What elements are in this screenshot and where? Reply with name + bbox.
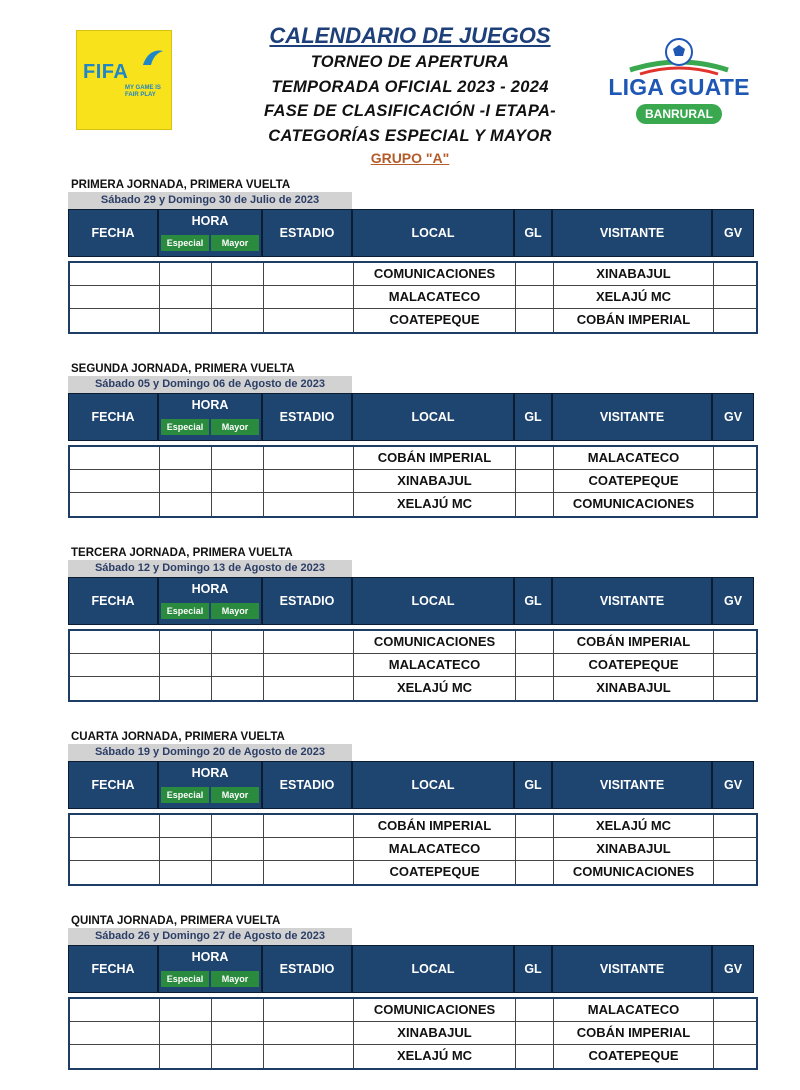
table-row (70, 1045, 756, 1068)
header-line-4: CATEGORÍAS ESPECIAL Y MAYOR (268, 126, 552, 145)
header-especial: Especial (161, 971, 209, 987)
header-fecha: FECHA (68, 393, 158, 441)
visitante-cell: MALACATECO (554, 447, 714, 469)
mayor-cell (212, 677, 264, 700)
jornada-section (68, 546, 758, 702)
especial-cell (160, 309, 212, 332)
mayor-cell (212, 815, 264, 837)
header-mayor: Mayor (211, 235, 259, 251)
fecha-cell (70, 677, 160, 700)
fecha-cell (70, 838, 160, 860)
document-header (200, 22, 620, 166)
mayor-cell (212, 470, 264, 492)
header-mayor: Mayor (211, 419, 259, 435)
jornada-title: PRIMERA JORNADA, PRIMERA VUELTA (71, 179, 291, 191)
table-row (70, 447, 756, 470)
matches-table (68, 813, 758, 886)
header-local: LOCAL (352, 209, 514, 257)
especial-cell (160, 1045, 212, 1068)
estadio-cell (264, 286, 354, 308)
local-cell: COBÁN IMPERIAL (354, 447, 516, 469)
visitante-cell: XINABAJUL (554, 838, 714, 860)
gl-cell (516, 999, 554, 1021)
header-hora-label: HORA (191, 214, 229, 228)
header-hora-label: HORA (191, 950, 229, 964)
gv-cell (714, 999, 756, 1021)
header-fecha: FECHA (68, 761, 158, 809)
jornada-title: SEGUNDA JORNADA, PRIMERA VUELTA (71, 363, 295, 375)
mayor-cell (212, 1045, 264, 1068)
local-cell: COMUNICACIONES (354, 999, 516, 1021)
table-row (70, 286, 756, 309)
jornada-section (68, 914, 758, 1070)
fecha-cell (70, 470, 160, 492)
header-estadio: ESTADIO (262, 945, 352, 993)
header-visitante: VISITANTE (552, 945, 712, 993)
mayor-cell (212, 309, 264, 332)
header-gl: GL (514, 209, 552, 257)
table-row (70, 470, 756, 493)
gl-cell (516, 470, 554, 492)
estadio-cell (264, 447, 354, 469)
gv-cell (714, 815, 756, 837)
mayor-cell (212, 838, 264, 860)
visitante-cell: XINABAJUL (554, 677, 714, 700)
header-mayor: Mayor (211, 971, 259, 987)
gl-cell (516, 263, 554, 285)
header-visitante: VISITANTE (552, 393, 712, 441)
header-gv: GV (712, 577, 754, 625)
visitante-cell: COATEPEQUE (554, 470, 714, 492)
header-gv: GV (712, 209, 754, 257)
table-header (68, 209, 758, 257)
visitante-cell: COMUNICACIONES (554, 493, 714, 516)
page-title: CALENDARIO DE JUEGOS (269, 23, 551, 48)
fecha-cell (70, 447, 160, 469)
estadio-cell (264, 861, 354, 884)
estadio-cell (264, 838, 354, 860)
local-cell: MALACATECO (354, 654, 516, 676)
fecha-cell (70, 263, 160, 285)
gl-cell (516, 654, 554, 676)
jornada-date: Sábado 29 y Domingo 30 de Julio de 2023 (68, 192, 352, 209)
header-line-2: TEMPORADA OFICIAL 2023 - 2024 (271, 77, 549, 96)
gv-cell (714, 838, 756, 860)
visitante-cell: COMUNICACIONES (554, 861, 714, 884)
visitante-cell: XINABAJUL (554, 263, 714, 285)
especial-cell (160, 677, 212, 700)
mayor-cell (212, 999, 264, 1021)
fifa-logo-tagline: MY GAME IS FAIR PLAY (125, 85, 161, 98)
jornada-section (68, 178, 758, 334)
gl-cell (516, 677, 554, 700)
especial-cell (160, 861, 212, 884)
fecha-cell (70, 286, 160, 308)
matches-table (68, 261, 758, 334)
fecha-cell (70, 654, 160, 676)
estadio-cell (264, 815, 354, 837)
liga-guate-logo (600, 36, 758, 128)
fifa-logo-text: FIFA (83, 61, 129, 83)
header-gv: GV (712, 393, 754, 441)
local-cell: COATEPEQUE (354, 309, 516, 332)
visitante-cell: COBÁN IMPERIAL (554, 1022, 714, 1044)
local-cell: XELAJÚ MC (354, 677, 516, 700)
table-header (68, 761, 758, 809)
header-gv: GV (712, 761, 754, 809)
local-cell: COBÁN IMPERIAL (354, 815, 516, 837)
table-row (70, 861, 756, 884)
especial-cell (160, 1022, 212, 1044)
local-cell: COMUNICACIONES (354, 263, 516, 285)
fecha-cell (70, 493, 160, 516)
table-header (68, 945, 758, 993)
header-mayor: Mayor (211, 603, 259, 619)
header-local: LOCAL (352, 761, 514, 809)
header-local: LOCAL (352, 577, 514, 625)
gv-cell (714, 447, 756, 469)
estadio-cell (264, 263, 354, 285)
especial-cell (160, 654, 212, 676)
header-hora-label: HORA (191, 582, 229, 596)
local-cell: MALACATECO (354, 838, 516, 860)
matches-table (68, 629, 758, 702)
local-cell: XINABAJUL (354, 470, 516, 492)
estadio-cell (264, 631, 354, 653)
jornada-date: Sábado 12 y Domingo 13 de Agosto de 2023 (68, 560, 352, 577)
header-estadio: ESTADIO (262, 393, 352, 441)
header-mayor: Mayor (211, 787, 259, 803)
matches-table (68, 997, 758, 1070)
local-cell: XELAJÚ MC (354, 493, 516, 516)
jornada-section (68, 362, 758, 518)
header-gv: GV (712, 945, 754, 993)
header-especial: Especial (161, 235, 209, 251)
visitante-cell: COBÁN IMPERIAL (554, 309, 714, 332)
visitante-cell: COBÁN IMPERIAL (554, 631, 714, 653)
estadio-cell (264, 493, 354, 516)
gl-cell (516, 286, 554, 308)
gl-cell (516, 815, 554, 837)
header-estadio: ESTADIO (262, 577, 352, 625)
mayor-cell (212, 286, 264, 308)
especial-cell (160, 999, 212, 1021)
fecha-cell (70, 861, 160, 884)
header-visitante: VISITANTE (552, 209, 712, 257)
header-estadio: ESTADIO (262, 761, 352, 809)
table-row (70, 677, 756, 700)
especial-cell (160, 263, 212, 285)
estadio-cell (264, 654, 354, 676)
table-row (70, 1022, 756, 1045)
visitante-cell: MALACATECO (554, 999, 714, 1021)
table-header (68, 393, 758, 441)
jornada-title: QUINTA JORNADA, PRIMERA VUELTA (71, 915, 281, 927)
header-line-3: FASE DE CLASIFICACIÓN -I ETAPA- (264, 102, 556, 120)
mayor-cell (212, 447, 264, 469)
fecha-cell (70, 815, 160, 837)
gl-cell (516, 861, 554, 884)
gv-cell (714, 470, 756, 492)
header-local: LOCAL (352, 945, 514, 993)
local-cell: COMUNICACIONES (354, 631, 516, 653)
table-row (70, 815, 756, 838)
jornada-title: CUARTA JORNADA, PRIMERA VUELTA (71, 731, 285, 743)
table-header (68, 577, 758, 625)
fecha-cell (70, 1045, 160, 1068)
banrural-badge: BANRURAL (636, 104, 722, 124)
visitante-cell: XELAJÚ MC (554, 286, 714, 308)
especial-cell (160, 286, 212, 308)
matches-table (68, 445, 758, 518)
gv-cell (714, 677, 756, 700)
gv-cell (714, 263, 756, 285)
gv-cell (714, 286, 756, 308)
fifa-fair-play-logo (76, 30, 172, 130)
header-line-1: TORNEO DE APERTURA (310, 53, 510, 71)
gv-cell (714, 1022, 756, 1044)
header-visitante: VISITANTE (552, 577, 712, 625)
header-fecha: FECHA (68, 209, 158, 257)
local-cell: XINABAJUL (354, 1022, 516, 1044)
fecha-cell (70, 309, 160, 332)
jornada-date: Sábado 05 y Domingo 06 de Agosto de 2023 (68, 376, 352, 393)
table-row (70, 631, 756, 654)
gv-cell (714, 861, 756, 884)
fecha-cell (70, 1022, 160, 1044)
header-gl: GL (514, 393, 552, 441)
jornada-date: Sábado 26 y Domingo 27 de Agosto de 2023 (68, 928, 352, 945)
header-gl: GL (514, 577, 552, 625)
mayor-cell (212, 631, 264, 653)
header-hora-label: HORA (191, 766, 229, 780)
especial-cell (160, 838, 212, 860)
header-especial: Especial (161, 787, 209, 803)
gl-cell (516, 838, 554, 860)
table-row (70, 999, 756, 1022)
fecha-cell (70, 999, 160, 1021)
table-row (70, 263, 756, 286)
jornada-section (68, 730, 758, 886)
table-row (70, 309, 756, 332)
especial-cell (160, 815, 212, 837)
local-cell: XELAJÚ MC (354, 1045, 516, 1068)
estadio-cell (264, 470, 354, 492)
gv-cell (714, 631, 756, 653)
header-visitante: VISITANTE (552, 761, 712, 809)
header-local: LOCAL (352, 393, 514, 441)
header-fecha: FECHA (68, 577, 158, 625)
gl-cell (516, 631, 554, 653)
group-label: GRUPO "A" (370, 150, 450, 166)
mayor-cell (212, 654, 264, 676)
table-row (70, 654, 756, 677)
liga-logo-text: LIGA GUATE (608, 74, 750, 100)
gl-cell (516, 493, 554, 516)
especial-cell (160, 493, 212, 516)
local-cell: MALACATECO (354, 286, 516, 308)
visitante-cell: COATEPEQUE (554, 1045, 714, 1068)
visitante-cell: COATEPEQUE (554, 654, 714, 676)
header-fecha: FECHA (68, 945, 158, 993)
estadio-cell (264, 677, 354, 700)
especial-cell (160, 470, 212, 492)
local-cell: COATEPEQUE (354, 861, 516, 884)
gv-cell (714, 1045, 756, 1068)
mayor-cell (212, 1022, 264, 1044)
fifa-swoosh-icon (139, 47, 165, 69)
header-especial: Especial (161, 603, 209, 619)
gl-cell (516, 1045, 554, 1068)
mayor-cell (212, 263, 264, 285)
estadio-cell (264, 309, 354, 332)
gl-cell (516, 309, 554, 332)
visitante-cell: XELAJÚ MC (554, 815, 714, 837)
especial-cell (160, 447, 212, 469)
header-gl: GL (514, 761, 552, 809)
header-gl: GL (514, 945, 552, 993)
estadio-cell (264, 999, 354, 1021)
header-estadio: ESTADIO (262, 209, 352, 257)
header-hora-label: HORA (191, 398, 229, 412)
estadio-cell (264, 1022, 354, 1044)
jornada-title: TERCERA JORNADA, PRIMERA VUELTA (71, 547, 293, 559)
gl-cell (516, 447, 554, 469)
fecha-cell (70, 631, 160, 653)
gl-cell (516, 1022, 554, 1044)
header-especial: Especial (161, 419, 209, 435)
especial-cell (160, 631, 212, 653)
gv-cell (714, 654, 756, 676)
jornada-date: Sábado 19 y Domingo 20 de Agosto de 2023 (68, 744, 352, 761)
mayor-cell (212, 493, 264, 516)
table-row (70, 838, 756, 861)
estadio-cell (264, 1045, 354, 1068)
table-row (70, 493, 756, 516)
mayor-cell (212, 861, 264, 884)
gv-cell (714, 309, 756, 332)
gv-cell (714, 493, 756, 516)
